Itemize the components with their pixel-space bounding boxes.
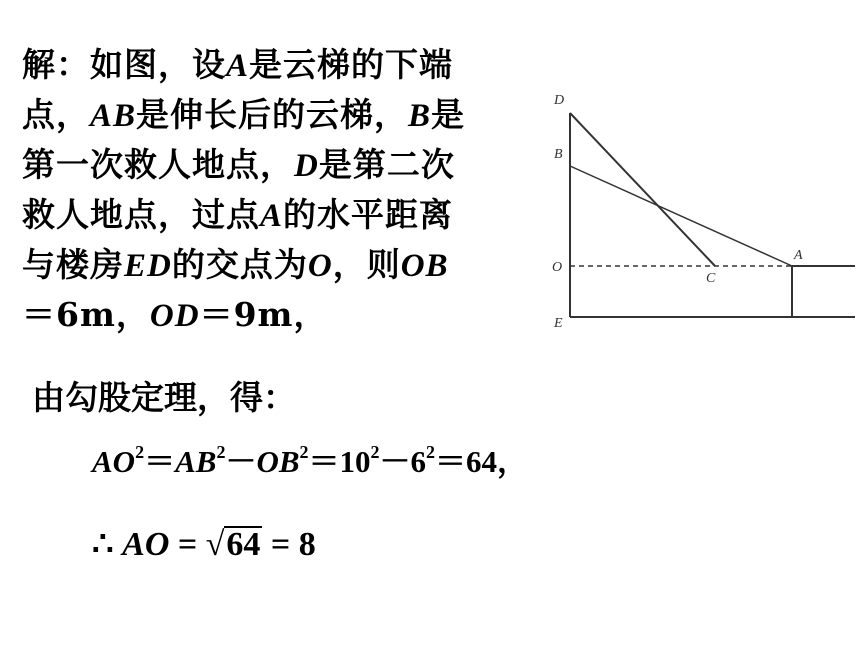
math-operator: ＝64， [435, 444, 529, 479]
math-variable: A [260, 198, 284, 234]
solution-line [22, 190, 530, 240]
label-c: C [706, 271, 716, 286]
text-segment: ＝6m， [22, 295, 150, 334]
solution-text [22, 40, 530, 340]
math-operator: ＝ [144, 444, 176, 479]
exponent: 2 [135, 442, 145, 462]
solution-line [22, 240, 530, 290]
pythagoras-intro: 由勾股定理，得： [32, 378, 296, 417]
ladder-diagram [540, 80, 860, 340]
label-e: E [554, 316, 563, 331]
text-segment: 的交点为 [171, 245, 308, 284]
math-operator: － [225, 444, 257, 479]
math-variable: AB [90, 98, 137, 134]
equation-result [92, 524, 316, 564]
text-segment: ，则 [332, 245, 401, 284]
ladder-dc [570, 113, 715, 266]
math-variable: AO [92, 444, 136, 479]
therefore-symbol: ∴ [92, 526, 114, 563]
math-variable: D [294, 148, 319, 184]
math-variable: AB [175, 444, 217, 479]
exponent: 2 [370, 442, 380, 462]
text-segment: 是伸长后的云梯， [136, 95, 409, 134]
math-variable: B [408, 98, 432, 134]
math-variable: A [226, 48, 250, 84]
ladder-ba [570, 166, 792, 266]
math-variable: OD [149, 298, 200, 334]
math-variable: OB [256, 444, 300, 479]
math-variable: O [307, 248, 333, 284]
text-segment: 第一次救人地点， [22, 145, 294, 184]
radical-sign: √ [205, 526, 225, 563]
math-operator: －6 [379, 444, 427, 479]
text-segment: 解：如图，设 [22, 45, 226, 84]
label-b: B [554, 147, 563, 162]
text-segment: 是 [431, 95, 466, 134]
text-segment: 是云梯的下端 [249, 45, 454, 84]
text-segment: 的水平距离 [283, 195, 454, 234]
label-o: O [552, 260, 563, 275]
exponent: 2 [299, 442, 309, 462]
label-a: A [794, 248, 803, 263]
solution-line [22, 40, 530, 90]
result-8: 8 [298, 526, 316, 563]
equals-sign-1: = [177, 526, 206, 563]
text-segment: 与楼房 [22, 245, 124, 284]
solution-line [22, 90, 530, 140]
math-variable: OB [400, 248, 449, 284]
radicand-64: 64 [226, 526, 261, 563]
math-variable: ED [124, 248, 172, 284]
solution-line [22, 140, 530, 190]
lhs-ao: AO [122, 526, 170, 563]
exponent: 2 [426, 442, 436, 462]
label-d: D [554, 93, 565, 108]
equation-pythagoras [92, 436, 528, 481]
solution-line [22, 290, 530, 340]
equals-sign-2: = [270, 526, 299, 563]
text-segment: ＝9m， [199, 295, 328, 334]
exponent: 2 [216, 442, 226, 462]
text-segment: 是第二次 [318, 145, 455, 184]
text-segment: 点， [22, 95, 90, 134]
text-segment: 救人地点，过点 [22, 195, 260, 234]
math-operator: ＝10 [308, 444, 371, 479]
